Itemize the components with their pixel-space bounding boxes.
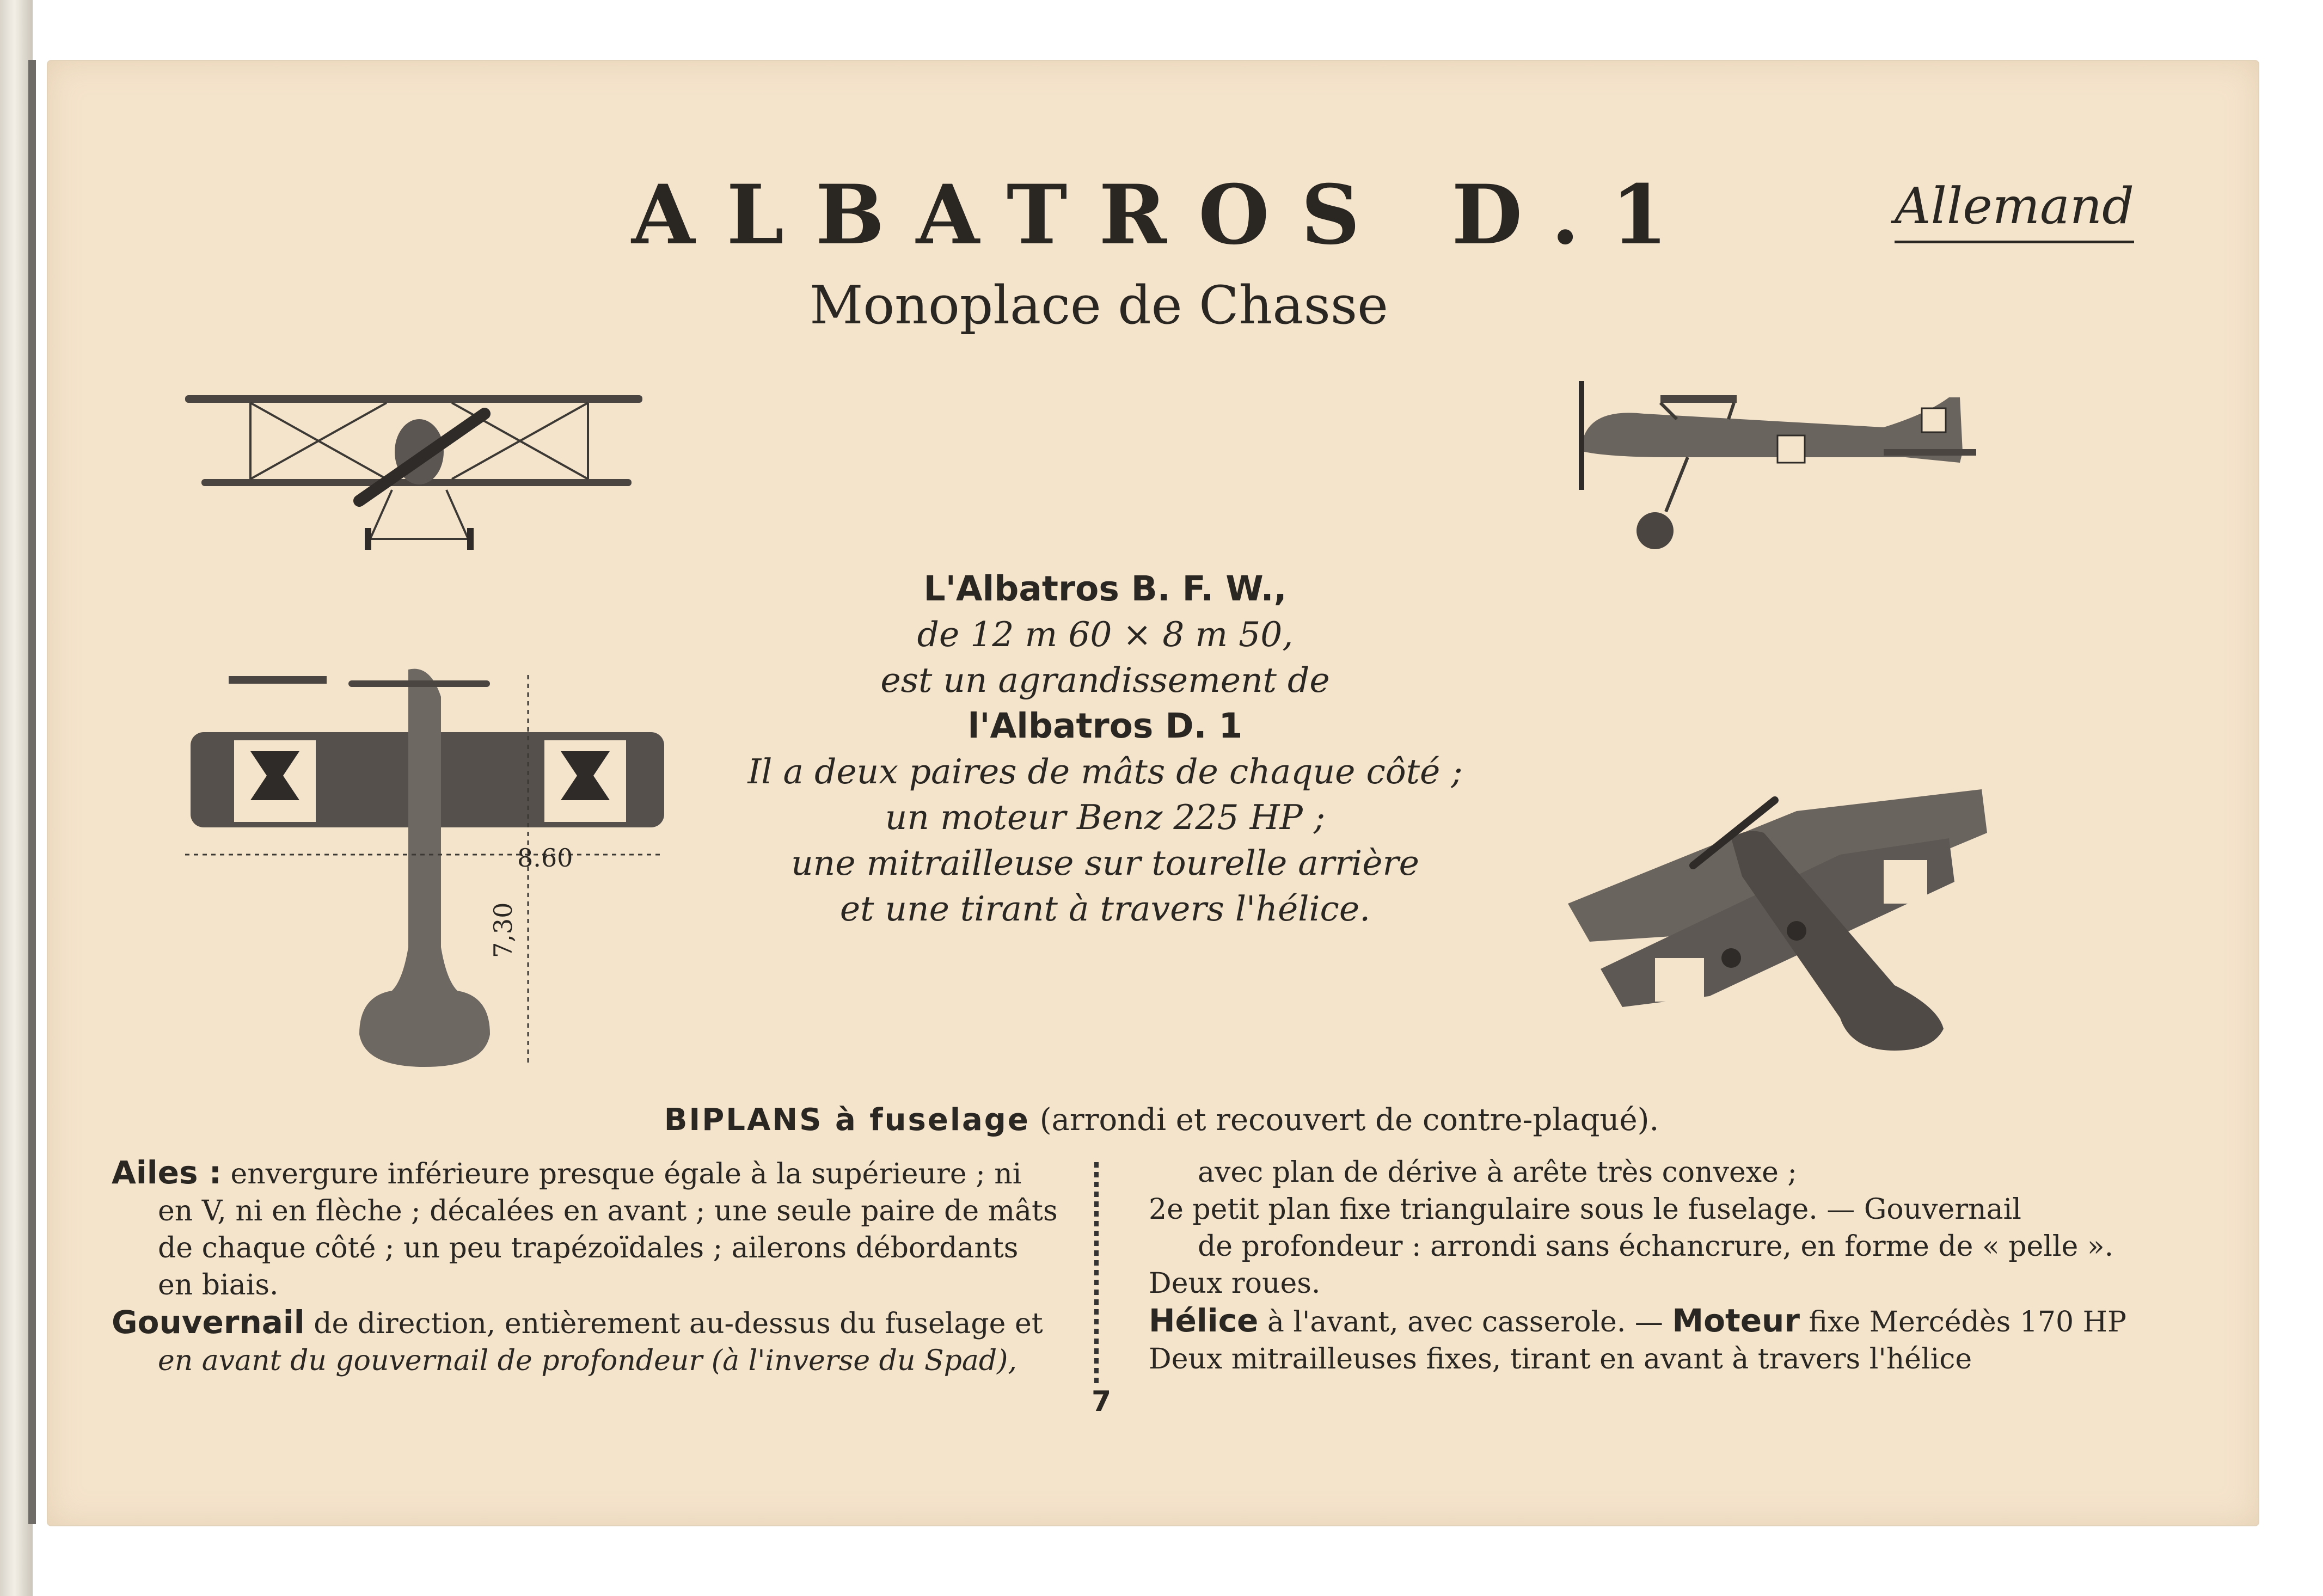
text-line: Hélice à l'avant, avec casserole. — Moteur fixe Mercédès 170 HP <box>1149 1302 2126 1339</box>
right-column <box>1149 1154 2126 1378</box>
front-view-illustration <box>180 381 659 566</box>
left-column <box>112 1154 1058 1379</box>
country-label: Allemand <box>1895 177 2134 243</box>
text-line: 2e petit plan fixe triangulaire sous le fuselage. — Gouvernail <box>1149 1193 2021 1226</box>
top-view-illustration <box>185 664 675 1078</box>
text-line: en avant du gouvernail de profondeur (à l'inverse du Spad), <box>158 1345 1017 1377</box>
page-title: ALBATROS D.1 <box>632 167 1700 263</box>
description-line-4: l'Albatros D. 1 <box>967 706 1243 746</box>
perspective-view-illustration <box>1568 778 1993 1061</box>
description-line-2: de 12 m 60 × 8 m 50, <box>917 615 1294 654</box>
text-line: Gouvernail de direction, entièrement au-dessus du fuselage et <box>112 1304 1043 1341</box>
text-line: Deux roues. <box>1149 1267 1321 1300</box>
book-spine <box>0 0 33 1596</box>
text-line: de chaque côté ; un peu trapézoïdales ; ailerons débordants <box>158 1232 1019 1264</box>
text-line: en V, ni en flèche ; décalées en avant ; une seule paire de mâts <box>158 1195 1058 1227</box>
text-line: Ailes : envergure inférieure presque égale à la supérieure ; ni <box>112 1154 1022 1191</box>
text-line: Deux mitrailleuses fixes, tirant en avant à travers l'hélice <box>1149 1343 1972 1376</box>
span-dimension: 8.60 <box>517 843 573 873</box>
description-line-8: et une tirant à travers l'hélice. <box>839 889 1371 929</box>
page-number: 7 <box>1092 1385 1112 1418</box>
side-view-illustration <box>1579 376 1987 561</box>
description-line-6: un moteur Benz 225 HP ; <box>885 797 1326 837</box>
text-line: en biais. <box>158 1269 279 1302</box>
description-line-1: L'Albatros B. F. W., <box>923 569 1287 609</box>
description-line-5: Il a deux paires de mâts de chaque côté ; <box>747 752 1463 791</box>
description-line-3: est un agrandissement de <box>880 660 1330 700</box>
section-heading: BIPLANS à fuselage (arrondi et recouvert de contre-plaqué). <box>664 1102 1659 1138</box>
page-subtitle: Monoplace de Chasse <box>810 275 1388 336</box>
text-line: de profondeur : arrondi sans échancrure, en forme de « pelle ». <box>1198 1230 2114 1263</box>
description-block <box>708 566 1503 932</box>
column-divider <box>1094 1162 1099 1385</box>
description-line-7: une mitrailleuse sur tourelle arrière <box>791 843 1419 883</box>
text-line: avec plan de dérive à arête très convexe ; <box>1198 1156 1797 1189</box>
length-dimension: 7,30 <box>488 902 518 958</box>
